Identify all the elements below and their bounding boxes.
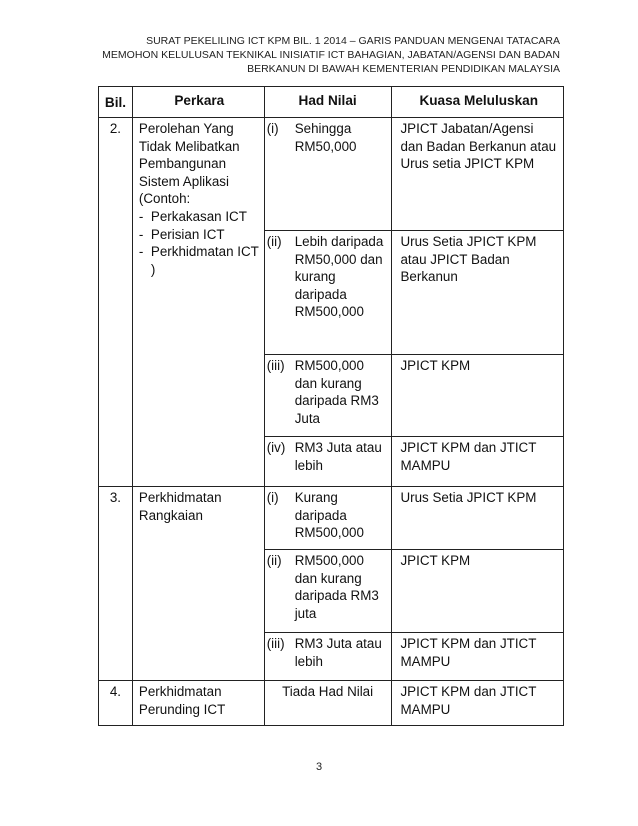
roman-numeral: (iii) [266,358,285,373]
had-item [267,489,389,542]
kuasa-cell: JPICT KPM [392,355,564,437]
had-text: RM3 Juta atau lebih [294,636,382,669]
roman-numeral: (iv) [266,440,286,455]
row-number: 3. [99,487,133,681]
approval-table [98,86,564,726]
roman-numeral: (i) [266,121,279,136]
kuasa-cell: Urus Setia JPICT KPM [392,487,564,550]
had-nilai-cell [264,437,392,487]
had-nilai-cell [264,487,392,550]
list-dash: - [138,226,144,242]
table-header-row [99,87,564,118]
had-item [267,552,389,622]
perkara-cell: Perkhidmatan Rangkaian [132,487,264,681]
header-line-3: BERKANUN DI BAWAH KEMENTERIAN PENDIDIKAN MALAYSIA [247,63,560,75]
roman-numeral: (iii) [266,636,285,651]
list-item-text: Perisian ICT [150,226,225,242]
perkara-line: Perolehan Yang [138,121,234,136]
kuasa-cell: Urus Setia JPICT KPM atau JPICT Badan Berkanun [392,231,564,355]
row-number: 4. [99,681,133,726]
had-nilai-cell [264,633,392,681]
had-nilai-cell [264,231,392,355]
had-item [267,120,389,155]
had-text: Kurang daripada RM500,000 [294,490,364,541]
column-header-had-nilai: Had Nilai [264,87,392,118]
list-dash: - [138,208,144,224]
roman-numeral: (i) [266,490,279,505]
header-line-2: MEMOHON KELULUSAN TEKNIKAL INISIATIF ICT BAHAGIAN, JABATAN/AGENSI DAN BADAN [102,49,560,61]
table-row [99,118,564,231]
kuasa-cell: JPICT KPM dan JTICT MAMPU [392,633,564,681]
roman-numeral: (ii) [266,553,282,568]
list-item-text: Perkakasan ICT [150,208,247,224]
document-header [60,34,560,76]
had-item [267,233,389,321]
column-header-kuasa-meluluskan: Kuasa Meluluskan [392,87,564,118]
kuasa-cell: JPICT KPM [392,550,564,633]
perkara-line: Tidak Melibatkan [138,138,240,154]
kuasa-cell: JPICT KPM dan JTICT MAMPU [392,437,564,487]
had-nilai-cell [264,118,392,231]
row-number: 2. [99,118,133,487]
had-text: Lebih daripada RM50,000 dan kurang daripada RM500,000 [294,234,384,320]
had-nilai-cell [264,550,392,633]
had-item [267,357,389,427]
had-text: RM3 Juta atau lebih [294,440,382,473]
list-dash: - [138,244,144,260]
had-nilai-cell [264,355,392,437]
had-text: Sehingga RM50,000 [294,121,357,154]
perkara-cell: Perkhidmatan Perunding ICT [132,681,264,726]
list-item [139,208,260,226]
had-text: RM500,000 dan kurang daripada RM3 Juta [294,358,379,426]
roman-numeral: (ii) [266,234,282,249]
perkara-line: Sistem Aplikasi [138,173,229,189]
table-row [99,487,564,550]
list-item [139,243,260,278]
list-item-text: Perkhidmatan ICT ) [150,244,259,277]
column-header-bil: Bil. [99,87,133,118]
had-item [267,635,389,670]
kuasa-cell: JPICT KPM dan JTICT MAMPU [392,681,564,726]
list-item [139,226,260,244]
page-number: 3 [315,761,323,773]
had-nilai-cell [264,681,392,726]
header-line-1: SURAT PEKELILING ICT KPM BIL. 1 2014 – GARIS PANDUAN MENGENAI TATACARA [146,35,560,47]
perkara-cell [132,118,264,487]
perkara-line: Pembangunan [138,156,227,172]
kuasa-cell: JPICT Jabatan/Agensi dan Badan Berkanun atau Urus setia JPICT KPM [392,118,564,231]
had-item [267,439,389,474]
table-row [99,681,564,726]
had-text: Tiada Had Nilai [282,684,374,699]
perkara-line: (Contoh: [138,191,191,207]
had-text: RM500,000 dan kurang daripada RM3 juta [294,553,379,621]
column-header-perkara: Perkara [132,87,264,118]
